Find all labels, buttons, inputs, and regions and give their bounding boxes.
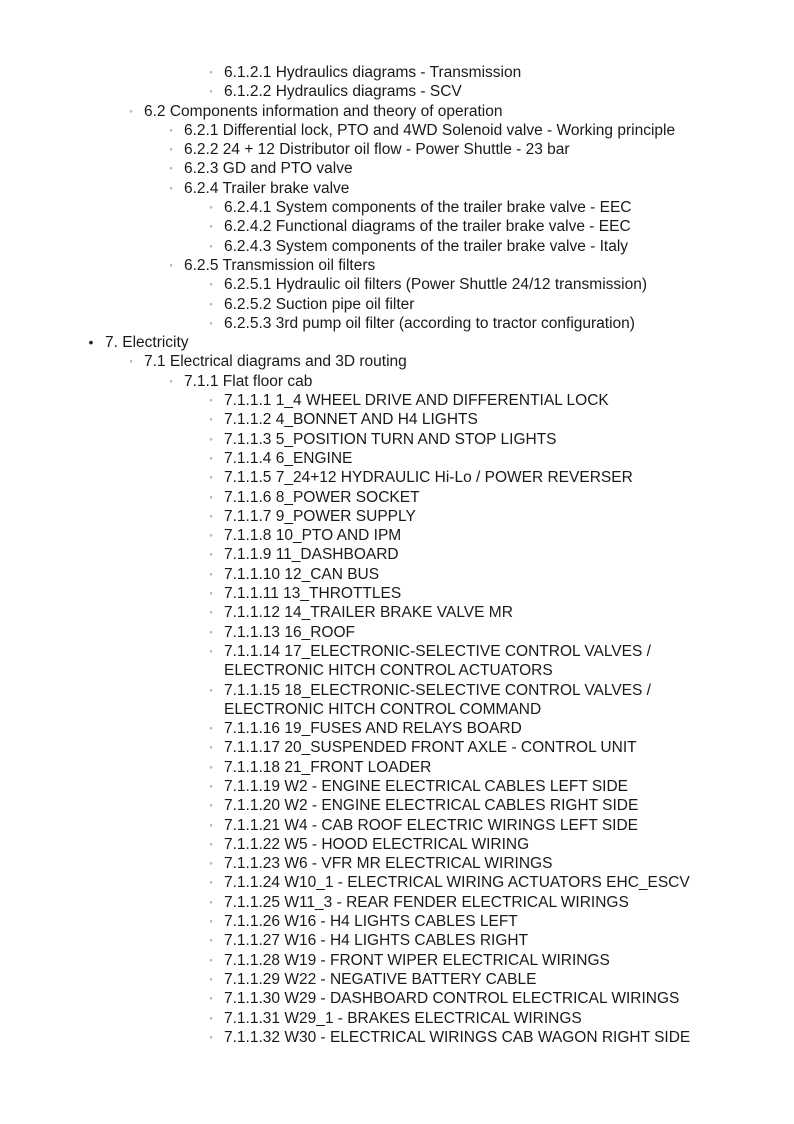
hollow-bullet-icon: ◦: [209, 838, 213, 849]
toc-item[interactable]: [0, 545, 794, 564]
hollow-bullet-icon: ◦: [209, 935, 213, 946]
toc-item[interactable]: [0, 449, 794, 468]
hollow-bullet-icon: ◦: [169, 124, 173, 135]
toc-item[interactable]: [0, 970, 794, 989]
toc-item-label: 7.1.1.25 W11_3 - REAR FENDER ELECTRICAL WIRINGS: [224, 893, 629, 911]
hollow-bullet-icon: ◦: [129, 105, 133, 116]
toc-item[interactable]: [0, 333, 794, 352]
toc-item-label: 7.1.1.27 W16 - H4 LIGHTS CABLES RIGHT: [224, 932, 529, 950]
toc-item[interactable]: [0, 565, 794, 584]
toc-item-label: 7.1.1.32 W30 - ELECTRICAL WIRINGS CAB WAGON RIGHT SIDE: [224, 1028, 691, 1046]
toc-item-label: 6.2.5.1 Hydraulic oil filters (Power Shuttle 24/12 transmission): [224, 276, 647, 294]
toc-item-label: 7.1.1.11 13_THROTTLES: [224, 585, 402, 603]
toc-item[interactable]: [0, 758, 794, 777]
toc-item[interactable]: [0, 372, 794, 391]
toc-item[interactable]: [0, 1009, 794, 1028]
hollow-bullet-icon: ◦: [209, 780, 213, 791]
toc-item-label: 7.1.1.15 18_ELECTRONIC-SELECTIVE CONTROL VALVES /: [224, 681, 651, 699]
hollow-bullet-icon: ◦: [209, 742, 213, 753]
toc-item[interactable]: [0, 931, 794, 950]
hollow-bullet-icon: ◦: [209, 819, 213, 830]
toc-item-label: 7. Electricity: [105, 334, 189, 352]
hollow-bullet-icon: ◦: [209, 317, 213, 328]
hollow-bullet-icon: ◦: [209, 800, 213, 811]
toc-item[interactable]: [0, 468, 794, 487]
toc-item[interactable]: [0, 526, 794, 545]
toc-item[interactable]: [0, 237, 794, 256]
hollow-bullet-icon: ◦: [169, 182, 173, 193]
hollow-bullet-icon: ◦: [209, 395, 213, 406]
toc-item-label: 7.1.1.21 W4 - CAB ROOF ELECTRIC WIRINGS LEFT SIDE: [224, 816, 638, 834]
toc-item[interactable]: [0, 584, 794, 603]
hollow-bullet-icon: ◦: [169, 259, 173, 270]
hollow-bullet-icon: ◦: [209, 723, 213, 734]
hollow-bullet-icon: ◦: [209, 954, 213, 965]
hollow-bullet-icon: ◦: [209, 433, 213, 444]
toc-item-label: 7.1.1.19 W2 - ENGINE ELECTRICAL CABLES LEFT SIDE: [224, 777, 628, 795]
hollow-bullet-icon: ◦: [209, 549, 213, 560]
toc-item-label: 6.2.3 GD and PTO valve: [184, 160, 353, 178]
hollow-bullet-icon: ◦: [209, 568, 213, 579]
toc-item-label: 7.1.1.17 20_SUSPENDED FRONT AXLE - CONTROL UNIT: [224, 739, 637, 757]
hollow-bullet-icon: ◦: [209, 858, 213, 869]
toc-item-label: 6.2.4 Trailer brake valve: [184, 179, 350, 197]
toc-item-label: 7.1.1.1 1_4 WHEEL DRIVE AND DIFFERENTIAL LOCK: [224, 392, 609, 410]
toc-item[interactable]: [0, 256, 794, 275]
toc-item-label: 6.1.2.1 Hydraulics diagrams - Transmission: [224, 64, 522, 81]
hollow-bullet-icon: ◦: [209, 993, 213, 1004]
toc-item[interactable]: [0, 912, 794, 931]
toc-item-label: 7.1.1.10 12_CAN BUS: [224, 565, 380, 583]
hollow-bullet-icon: ◦: [209, 626, 213, 637]
hollow-bullet-icon: ◦: [209, 916, 213, 927]
toc-item[interactable]: [0, 854, 794, 873]
toc-item[interactable]: [0, 1028, 794, 1047]
toc-item-label: 7.1.1.6 8_POWER SOCKET: [224, 488, 420, 506]
hollow-bullet-icon: ◦: [209, 298, 213, 309]
toc-item[interactable]: [0, 719, 794, 738]
toc-item[interactable]: [0, 314, 794, 333]
toc-item[interactable]: [0, 410, 794, 429]
toc-item-label: 7.1.1.24 W10_1 - ELECTRICAL WIRING ACTUATORS EHC_ESCV: [224, 874, 690, 892]
hollow-bullet-icon: ◦: [209, 510, 213, 521]
hollow-bullet-icon: ◦: [209, 202, 213, 213]
hollow-bullet-icon: ◦: [209, 684, 213, 695]
hollow-bullet-icon: ◦: [209, 414, 213, 425]
toc-item[interactable]: [0, 816, 794, 835]
toc-item[interactable]: [0, 179, 794, 198]
hollow-bullet-icon: ◦: [209, 221, 213, 232]
toc-item[interactable]: [0, 295, 794, 314]
hollow-bullet-icon: ◦: [209, 1031, 213, 1042]
hollow-bullet-icon: ◦: [169, 163, 173, 174]
toc-item-label: 7.1.1.4 6_ENGINE: [224, 449, 353, 467]
toc-item-label: 6.2.4.1 System components of the trailer brake valve - EEC: [224, 199, 632, 217]
hollow-bullet-icon: ◦: [209, 530, 213, 541]
toc-item-label: 7.1.1.8 10_PTO AND IPM: [224, 527, 402, 545]
toc-item-label: 7.1.1.3 5_POSITION TURN AND STOP LIGHTS: [224, 430, 557, 448]
toc-item-label: 7.1.1.5 7_24+12 HYDRAULIC Hi-Lo / POWER REVERSER: [224, 469, 633, 487]
hollow-bullet-icon: ◦: [209, 588, 213, 599]
toc-item-label: 7.1.1.31 W29_1 - BRAKES ELECTRICAL WIRINGS: [224, 1009, 582, 1027]
toc-item-label: 7.1.1.29 W22 - NEGATIVE BATTERY CABLE: [224, 970, 537, 988]
toc-item[interactable]: [0, 63, 794, 82]
toc-item[interactable]: [0, 430, 794, 449]
toc-item-label: 6.1.2.2 Hydraulics diagrams - SCV: [224, 83, 462, 101]
hollow-bullet-icon: ◦: [129, 356, 133, 367]
toc-item-label: 6.2.4.3 System components of the trailer brake valve - Italy: [224, 237, 629, 255]
toc-item[interactable]: [0, 796, 794, 815]
toc-item-label: 6.2 Components information and theory of operation: [144, 102, 503, 120]
hollow-bullet-icon: ◦: [209, 607, 213, 618]
toc-item-label: 6.2.5.3 3rd pump oil filter (according to tractor configuration): [224, 314, 635, 332]
toc-item-label: 7.1.1.26 W16 - H4 LIGHTS CABLES LEFT: [224, 913, 518, 931]
toc-item-label: 7.1.1 Flat floor cab: [184, 372, 313, 390]
hollow-bullet-icon: ◦: [169, 144, 173, 155]
hollow-bullet-icon: ◦: [209, 279, 213, 290]
toc-item[interactable]: [0, 603, 794, 622]
toc-item-label: 7.1.1.18 21_FRONT LOADER: [224, 758, 432, 776]
toc-item[interactable]: [0, 391, 794, 410]
toc-item[interactable]: [0, 835, 794, 854]
toc-item-label: 7.1.1.13 16_ROOF: [224, 623, 355, 641]
toc-item-label: 7.1.1.16 19_FUSES AND RELAYS BOARD: [224, 720, 522, 738]
toc-item[interactable]: [0, 642, 794, 681]
hollow-bullet-icon: ◦: [209, 1012, 213, 1023]
hollow-bullet-icon: ◦: [209, 877, 213, 888]
toc-item-label: 6.2.2 24 + 12 Distributor oil flow - Power Shuttle - 23 bar: [184, 141, 570, 159]
toc-item-label: 7.1.1.23 W6 - VFR MR ELECTRICAL WIRINGS: [224, 855, 553, 873]
toc-item-label-continuation: ELECTRONIC HITCH CONTROL COMMAND: [224, 700, 542, 718]
toc-item-label: 7.1.1.20 W2 - ENGINE ELECTRICAL CABLES RIGHT SIDE: [224, 797, 639, 815]
table-of-contents: [0, 63, 794, 1047]
toc-item-label: 7.1.1.12 14_TRAILER BRAKE VALVE MR: [224, 604, 513, 622]
toc-item-label: 7.1.1.28 W19 - FRONT WIPER ELECTRICAL WIRINGS: [224, 951, 610, 969]
toc-item-label: 7.1.1.14 17_ELECTRONIC-SELECTIVE CONTROL VALVES /: [224, 642, 651, 660]
toc-item[interactable]: [0, 738, 794, 757]
toc-item[interactable]: [0, 121, 794, 140]
toc-item[interactable]: [0, 777, 794, 796]
hollow-bullet-icon: ◦: [209, 761, 213, 772]
toc-item-label: 7.1.1.2 4_BONNET AND H4 LIGHTS: [224, 411, 478, 429]
toc-item-label: 6.2.4.2 Functional diagrams of the trailer brake valve - EEC: [224, 218, 631, 236]
hollow-bullet-icon: ◦: [169, 375, 173, 386]
hollow-bullet-icon: ◦: [209, 240, 213, 251]
toc-item-label: 7.1.1.7 9_POWER SUPPLY: [224, 507, 416, 525]
toc-item[interactable]: [0, 873, 794, 892]
toc-item-label: 6.2.5 Transmission oil filters: [184, 256, 376, 274]
toc-item-label: 7.1.1.22 W5 - HOOD ELECTRICAL WIRING: [224, 835, 530, 853]
toc-item-label-continuation: ELECTRONIC HITCH CONTROL ACTUATORS: [224, 662, 553, 680]
toc-item-label: 7.1 Electrical diagrams and 3D routing: [144, 353, 407, 371]
hollow-bullet-icon: ◦: [209, 472, 213, 483]
toc-item[interactable]: [0, 217, 794, 236]
toc-item[interactable]: [0, 623, 794, 642]
hollow-bullet-icon: ◦: [209, 86, 213, 97]
hollow-bullet-icon: ◦: [209, 973, 213, 984]
filled-bullet-icon: •: [88, 334, 94, 351]
toc-item[interactable]: [0, 951, 794, 970]
toc-item[interactable]: [0, 159, 794, 178]
hollow-bullet-icon: ◦: [209, 67, 213, 77]
toc-item[interactable]: [0, 82, 794, 101]
hollow-bullet-icon: ◦: [209, 491, 213, 502]
toc-item[interactable]: [0, 893, 794, 912]
toc-item[interactable]: [0, 140, 794, 159]
toc-item[interactable]: [0, 681, 794, 720]
hollow-bullet-icon: ◦: [209, 896, 213, 907]
hollow-bullet-icon: ◦: [209, 452, 213, 463]
toc-item-label: 7.1.1.9 11_DASHBOARD: [224, 546, 399, 564]
toc-item-label: 6.2.1 Differential lock, PTO and 4WD Solenoid valve - Working principle: [184, 121, 676, 139]
toc-item-label: 7.1.1.30 W29 - DASHBOARD CONTROL ELECTRICAL WIRINGS: [224, 990, 680, 1008]
toc-item[interactable]: [0, 488, 794, 507]
toc-item[interactable]: [0, 352, 794, 371]
hollow-bullet-icon: ◦: [209, 645, 213, 656]
toc-item-label: 6.2.5.2 Suction pipe oil filter: [224, 295, 415, 313]
toc-item[interactable]: [0, 507, 794, 526]
toc-item[interactable]: [0, 275, 794, 294]
toc-item[interactable]: [0, 198, 794, 217]
toc-item[interactable]: [0, 989, 794, 1008]
toc-item[interactable]: [0, 102, 794, 121]
